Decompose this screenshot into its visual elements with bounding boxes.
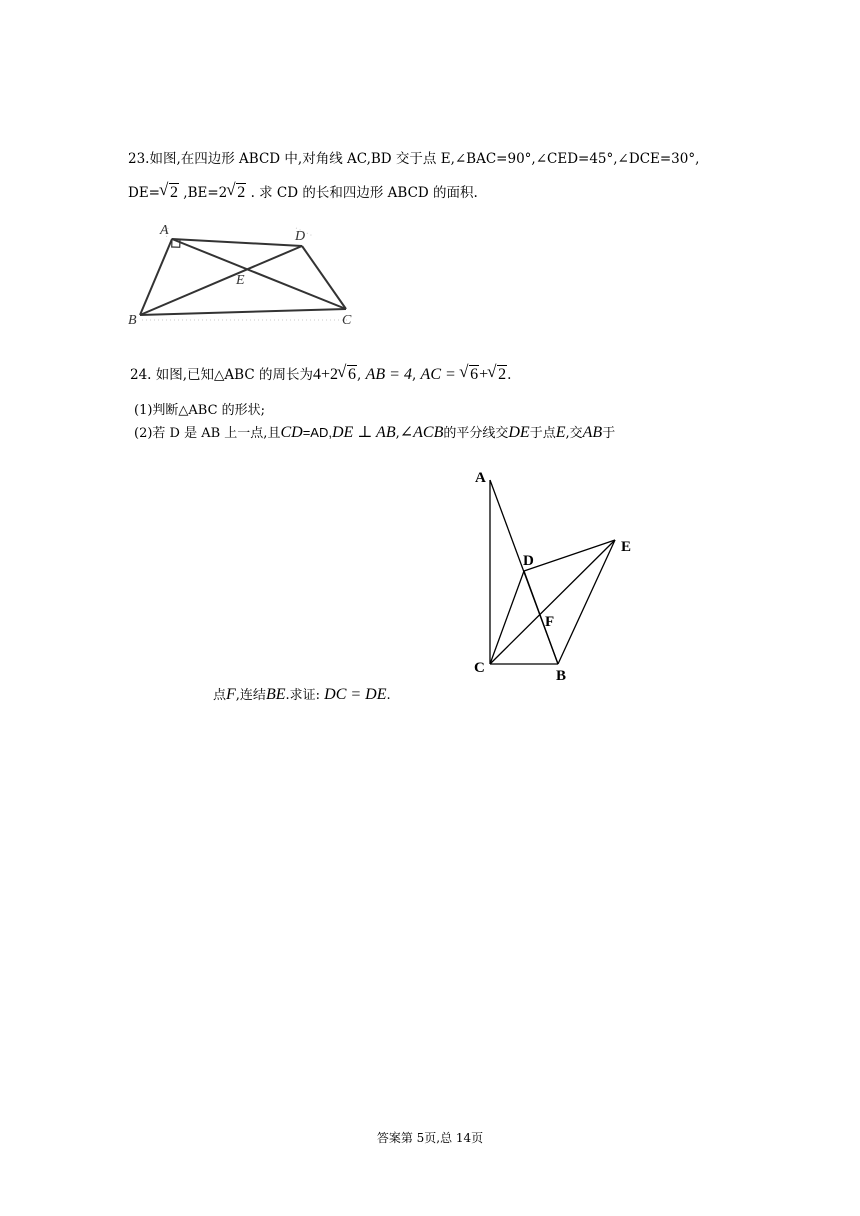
- q24-ab-2: AB: [582, 424, 603, 441]
- q24-label-d: D: [523, 553, 534, 569]
- q24-part2-d: 于点: [529, 426, 556, 441]
- q24-label-e: E: [621, 539, 632, 555]
- q24-part2-a: (2)若 D 是 AB 上一点,且: [134, 426, 281, 441]
- q23-be-sqrt: √ 2: [227, 184, 246, 202]
- q24-end: .: [507, 367, 512, 383]
- q23-figure: [128, 218, 368, 328]
- q24-continuation: [213, 686, 391, 705]
- q23-line2: [128, 184, 478, 202]
- q24-lines: [490, 480, 615, 664]
- q24-point-f: F: [226, 686, 236, 703]
- segment-be: [558, 540, 615, 664]
- q24-ac-value: √ 6+√ 2: [460, 366, 507, 383]
- q23-be-prefix: ,BE=2: [183, 185, 228, 201]
- q24-angle-acb: ∠ACB: [399, 424, 444, 441]
- q24-cont-a: 点: [213, 688, 227, 703]
- q24-sep2: ,: [411, 367, 417, 383]
- q23-line1: 23.如图,在四边形 ABCD 中,对角线 AC,BD 交于点 E,∠BAC=90°,∠CED=45°,∠DCE=30°,: [128, 151, 700, 167]
- segment-ad: [172, 239, 302, 246]
- q24-cont-c: .求证:: [285, 688, 320, 703]
- diagonal-ac: [172, 239, 346, 309]
- q24-sep3: ,: [395, 426, 400, 441]
- segment-ce: [490, 540, 615, 664]
- segment-bc: [140, 309, 346, 315]
- q24-cont-b: ,连结: [235, 688, 266, 703]
- q23-tail: . 求 CD 的长和四边形 ABCD 的面积.: [250, 185, 478, 201]
- q23-de-sqrt: √ 2: [160, 184, 179, 202]
- q24-point-e: E: [555, 424, 566, 441]
- q23-de-prefix: DE=: [128, 185, 160, 201]
- q24-cont-d: .: [386, 688, 391, 703]
- q24-be: BE: [265, 686, 286, 703]
- q24-intro-text: 24. 如图,已知△ABC 的周长为: [130, 367, 313, 383]
- q23-label-d: D: [295, 229, 306, 244]
- page-footer: 答案第 5页,总 14页: [376, 1131, 484, 1145]
- q23-label-b: B: [128, 313, 137, 328]
- q24-perim: 4+2√ 6: [313, 366, 357, 383]
- q23-label-a: A: [160, 223, 169, 238]
- q24-intro: [130, 366, 511, 384]
- q23-label-e: E: [236, 273, 245, 288]
- q24-proof-statement: DC = DE: [324, 686, 387, 703]
- q24-de-perp-ab: DE ⊥ AB: [331, 424, 396, 441]
- q24-part2: [134, 424, 615, 443]
- q24-part2-c: 的平分线交: [443, 426, 509, 441]
- q24-part2-b: =AD,: [302, 425, 332, 440]
- q24-label-b: B: [556, 668, 567, 684]
- segment-de: [524, 540, 615, 571]
- q24-de: DE: [508, 424, 530, 441]
- q24-part2-f: 于: [602, 426, 616, 441]
- q24-label-c: C: [474, 660, 485, 676]
- q24-label-a: A: [475, 470, 486, 486]
- q24-label-f: F: [545, 614, 555, 630]
- q24-cd: CD: [280, 424, 303, 441]
- q24-part2-e: ,交: [565, 426, 583, 441]
- q24-ac: AC =: [420, 366, 456, 383]
- q24-ab: AB = 4: [365, 366, 412, 383]
- q24-part1: (1)判断△ABC 的形状;: [134, 403, 266, 418]
- segment-cd: [490, 571, 524, 664]
- q23-label-c: C: [342, 313, 352, 328]
- q24-figure: [470, 464, 640, 686]
- q24-sep1: ,: [357, 367, 362, 383]
